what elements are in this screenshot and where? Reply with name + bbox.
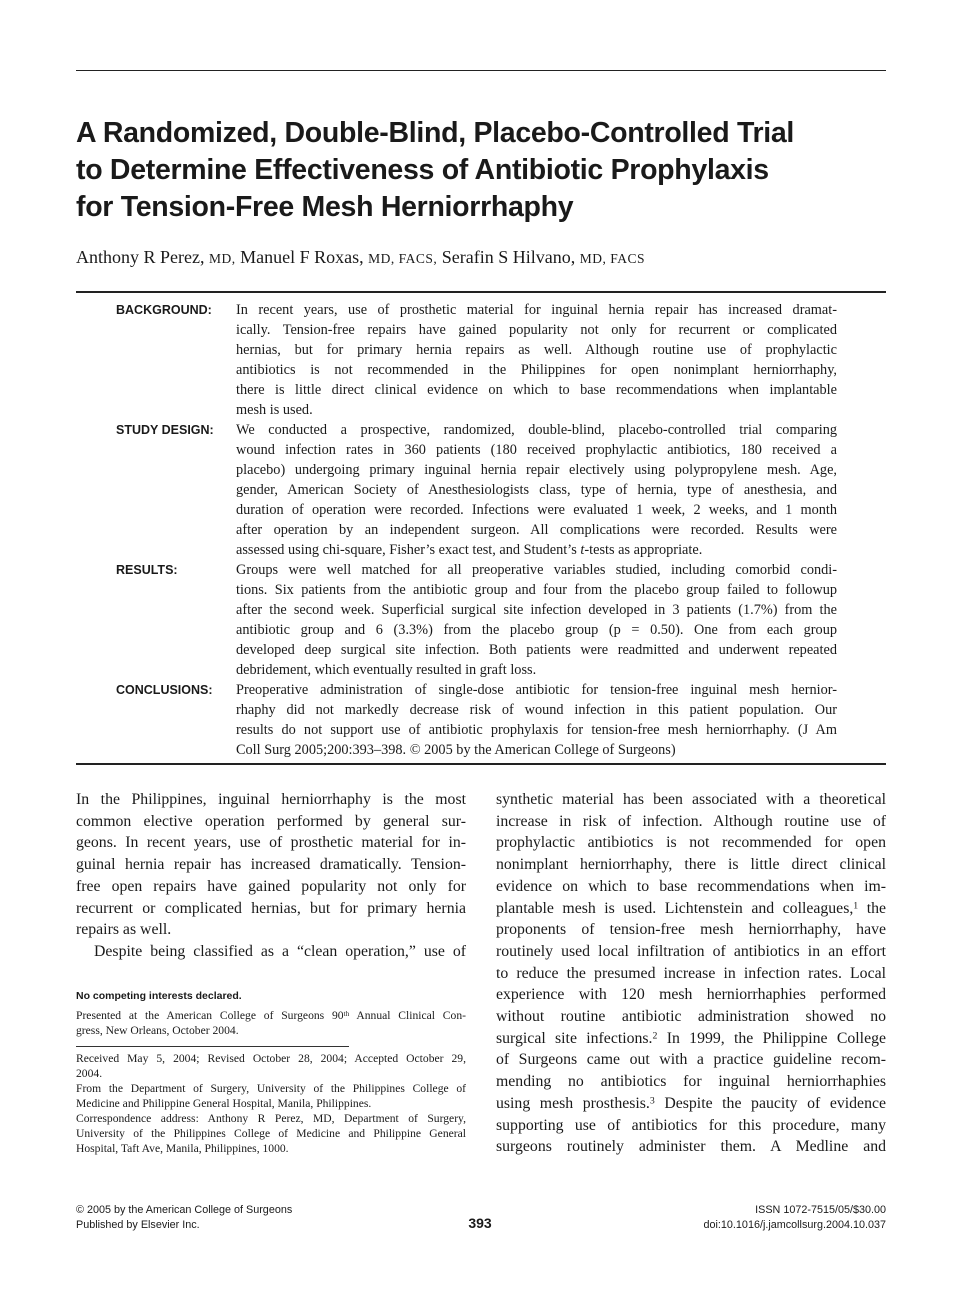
title-line: A Randomized, Double-Blind, Placebo-Controlled Trial [76,117,795,149]
body-line: In the Philippines, inguinal herniorrhaphy is the most [76,791,466,808]
abstract-study-design-text [236,420,837,560]
body-line: to reduce the presumed increase in infection rates. Local [496,964,886,982]
body-column-left [76,789,466,963]
abstract-line: after the second week. Superficial surgical site infection developed in 3 patients (1.7%) from the [236,602,837,618]
body-line: nonimplant herniorrhaphy, there is little direct clinical [496,856,886,874]
body-line-part: the [858,899,887,917]
footnote-divider [76,1046,349,1047]
competing-interests-note: No competing interests declared. [76,990,242,1002]
author-name: Manuel F Roxas, [240,247,364,267]
footnote-line: Correspondence address: Anthony R Perez, MD, Department of Surgery, [76,1112,466,1125]
citation-1[interactable]: 1 [853,900,859,912]
body-line: Despite being classified as a “clean operation,” use of [94,942,466,960]
author-credentials: MD, [208,251,236,266]
body-line: prophylactic antibiotics is not recommended for open [496,834,886,852]
abstract-italic-t: t [580,542,585,558]
footnote-line [76,1008,466,1023]
body-line: routinely used local infiltration of antibiotics in an effort [496,942,886,960]
abstract-line: duration of operation were recorded. Infections were evaluated 1 week, 2 weeks, and 1 month [236,502,837,518]
body-line: without routine antibiotic administration showed no [496,1008,886,1026]
author-list [76,245,886,271]
abstract-background-text [236,300,837,420]
footer-issn: ISSN 1072-7515/05/$30.00 [755,1204,886,1216]
abstract-line: developed deep surgical site infection. Both patients were readmitted and underwent repeated [236,642,837,658]
abstract-line: rhaphy did not markedly decrease risk of wound infection in this patient population. Our [236,702,837,718]
body-line [496,1093,886,1115]
abstract-line: after operation by an independent surgeon. All complications were recorded. Results were [236,522,837,538]
footer-publisher: Published by Elsevier Inc. [76,1219,200,1231]
body-line-part: surgical site infections. [496,1029,653,1047]
abstract-line: debridement, which eventually resulted in graft loss. [236,662,537,678]
author-credentials: MD, FACS [579,251,646,266]
abstract-label-results: RESULTS: [116,563,178,577]
abstract-line: Preoperative administration of single-dose antibiotic for tension-free inguinal mesh hernior- [236,682,837,698]
presented-note [76,1008,466,1038]
body-line: evidence on which to base recommendations when im- [496,877,886,895]
body-line-part: plantable mesh is used. Lichtenstein and colleagues, [496,899,854,917]
abstract-line: tions. Six patients from the antibiotic group and four from the placebo group failed to followup [236,582,837,598]
abstract-conclusions-text [236,680,837,760]
citation-3[interactable]: 3 [649,1095,655,1107]
abstract-line: mesh is used. [236,402,313,418]
author-credentials: MD, FACS, [368,251,438,266]
body-line-part: In 1999, the Philippine College [657,1029,886,1047]
footnote-line: Medicine and Philippine General Hospital, Manila, Philippines. [76,1097,372,1111]
body-line-part: Despite the paucity of evidence [654,1094,886,1112]
body-line: proponents of tension-free mesh herniorrhaphy, have [496,921,886,939]
abstract-label-study-design: STUDY DESIGN: [116,423,214,437]
body-line: repairs as well. [76,921,172,939]
abstract-line: antibiotic group and 6 (3.3%) from the placebo group (p = 0.50). One from each group [236,622,837,638]
abstract-line: Groups were well matched for all preoperative variables studied, including comorbid condi- [236,562,837,578]
abstract-line: placebo) undergoing primary inguinal hernia repair electively using polypropylene mesh. Age, [236,462,837,478]
abstract-line: there is little direct clinical evidence on which to base recommendations when implantable [236,382,837,398]
abstract-label-conclusions: CONCLUSIONS: [116,683,213,697]
body-line [496,898,886,920]
article-title [76,115,886,226]
body-line [496,1028,886,1050]
body-column-right [496,789,886,1158]
title-line: for Tension-Free Mesh Herniorrhaphy [76,191,574,223]
page-number: 393 [468,1215,492,1231]
footnote-superscript: th [343,1009,350,1018]
abstract-label-background: BACKGROUND: [116,303,212,317]
footnote-part: Annual Clinical Con- [349,1009,466,1022]
footer-copyright: © 2005 by the American College of Surgeons [76,1204,293,1216]
received-note [76,1051,466,1081]
footnote-line: University of the Philippines College of Medicine and Philippine General [76,1127,466,1141]
footer-doi[interactable]: doi:10.1016/j.jamcollsurg.2004.10.037 [703,1219,886,1231]
abstract-line: gender, American Society of Anesthesiologists class, type of hernia, type of anesthesia, and [236,482,837,498]
body-line: common elective operation performed by general sur- [76,812,466,830]
footnote-line: 2004. [76,1067,103,1081]
body-line: supporting use of antibiotics for this procedure, many [496,1116,886,1134]
author-name: Serafin S Hilvano, [441,247,576,267]
body-line: experience with 120 mesh herniorrhaphies performed [496,986,886,1004]
abstract-line: wound infection rates in 360 patients (180 received prophylactic antibiotics, 180 received a [236,442,837,458]
body-line: synthetic material has been associated with a theoretical [496,791,886,808]
body-line: increase in risk of infection. Although routine use of [496,812,886,830]
footnote-line: Hospital, Taft Ave, Manila, Philippines, 1000. [76,1142,289,1156]
abstract-line: Coll Surg 2005;200:393–398. © 2005 by the American College of Surgeons) [236,742,676,758]
abstract-line: results do not support use of antibiotic prophylaxis for tension-free mesh herniorrhaphy. (J Am [236,722,837,738]
abstract-line-part: -tests as appropriate. [584,542,703,558]
abstract-box [76,291,886,765]
body-line: recurrent or complicated hernias, but for primary hernia [76,899,466,917]
footnote-line: gress, New Orleans, October 2004. [76,1024,239,1038]
title-line: to Determine Effectiveness of Antibiotic Prophylaxis [76,154,769,186]
body-line: of Surgeons came out with a practice guideline recom- [496,1051,886,1069]
body-line: geons. In recent years, use of prosthetic material for in- [76,834,466,852]
footnote-line: From the Department of Surgery, University of the Philippines College of [76,1082,466,1095]
footnote-part: Presented at the American College of Surgeons 90 [76,1009,344,1022]
abstract-line [236,540,837,560]
body-line: free open repairs have gained popularity not only for [76,877,466,895]
body-line-part: using mesh prosthesis. [496,1094,650,1112]
top-rule [76,70,886,71]
citation-2[interactable]: 2 [652,1030,658,1042]
body-line: mending no antibiotics for inguinal herniorrhaphies [496,1073,886,1091]
abstract-line: In recent years, use of prosthetic material for inguinal hernia repair has increased dramat- [236,302,837,318]
body-line: surgeons routinely administer them. A Medline and [496,1138,886,1156]
footer-right [704,1203,886,1233]
abstract-results-text [236,560,837,680]
footnote-line: Received May 5, 2004; Revised October 28, 2004; Accepted October 29, [76,1052,466,1065]
affiliation-note [76,1081,466,1111]
correspondence-note [76,1111,466,1157]
author-name: Anthony R Perez, [76,247,205,267]
abstract-line: ically. Tension-free repairs have gained popularity not only for recurrent or complicated [236,322,837,338]
abstract-line: We conducted a prospective, randomized, double-blind, placebo-controlled trial comparing [236,422,837,438]
abstract-line: hernias, but for primary hernia repairs as well. Although routine use of prophylactic [236,342,837,358]
body-line: guinal hernia repair has increased dramatically. Tension- [76,856,466,874]
abstract-line: antibiotics is not recommended in the Philippines for open nonimplant herniorrhaphy, [236,362,837,378]
abstract-line-part: assessed using chi-square, Fisher’s exact test, and Student’s [236,542,581,558]
